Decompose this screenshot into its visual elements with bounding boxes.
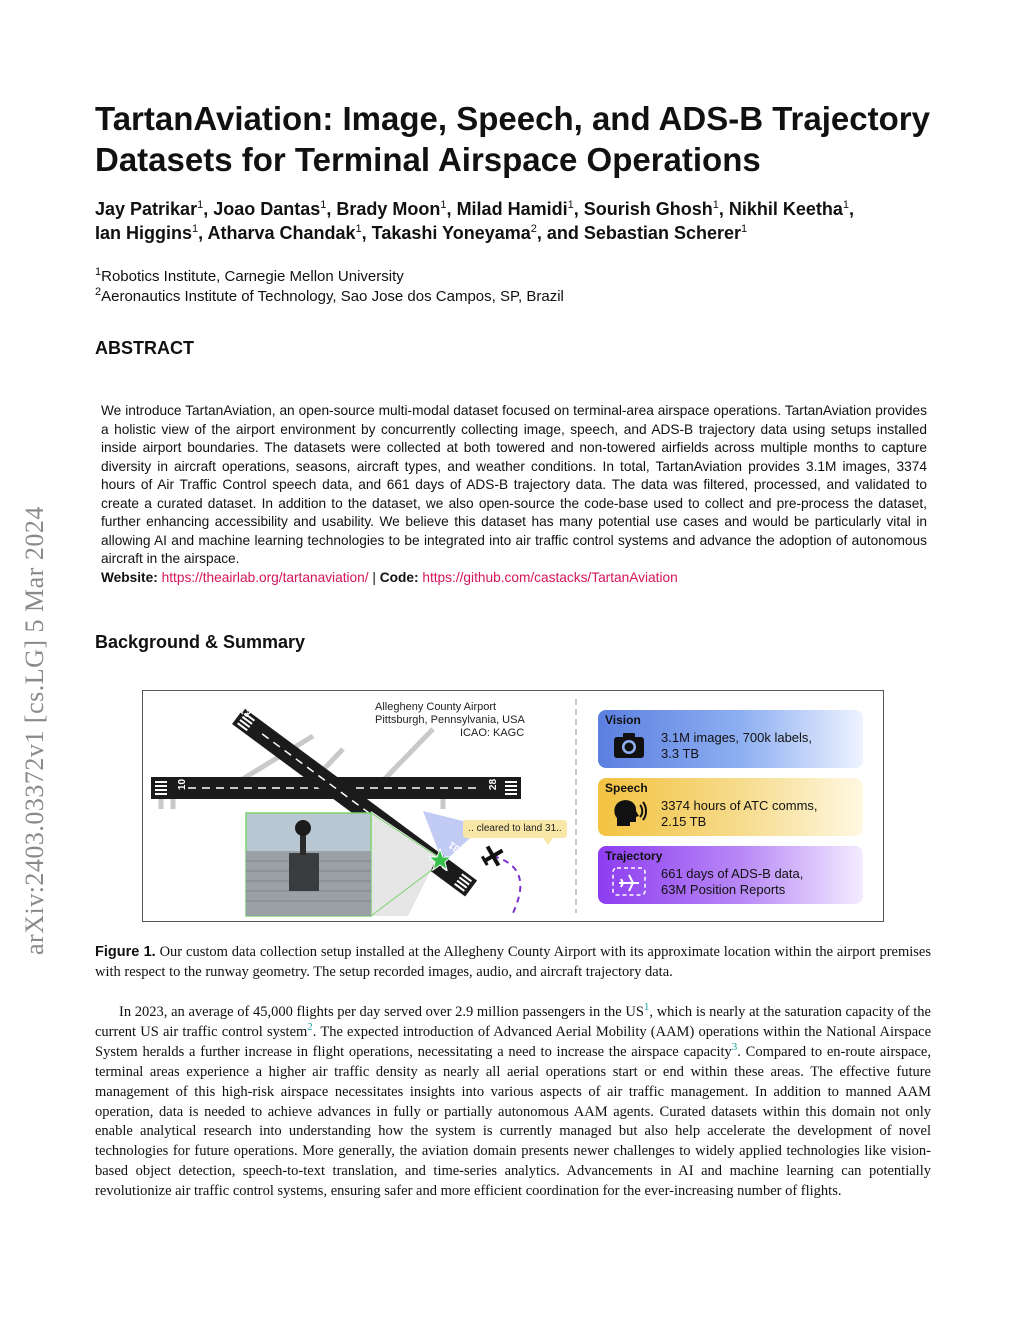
author-affiliation-mark: 1 [355,223,362,235]
author-name: Atharva Chandak [207,223,356,243]
section-heading-background: Background & Summary [95,632,306,652]
author-name: Jay Patrikar [95,199,198,219]
author-separator: , and [536,223,584,243]
trajectory-icon [611,864,647,898]
camera-icon [611,728,647,762]
author-affiliation-mark: 1 [440,199,447,211]
body-paragraph: In 2023, an average of 45,000 flights per day served over 2.9 million passengers in the US$^1$, which is nearly at the saturation capacity of the current US air traffic control system$^2$. The expected introduction of Advanced Aerial Mobility (AAM) operations within the National Airspace System heralds a further increase in flight operations, necessitating a need to increase the airspace capacity$^3$. Compared to en-route airspace, terminal areas experience a higher air traffic density as nearly all aerial operations start or end within these areas. The effective future management of this high-risk airspace necessitates insights into various aspects of air traffic management. In addition to manned AAM operation, data is needed to achieve advances in fully or partially autonomous AAM agents. Curated datasets within this domain not only enable analytical research into understanding how the system is currently managed but also help accelerate the development of novel technologies for future operations. More generally, the aviation domain presents newer challenges to widely applied technologies like vision-based object detection, speech-to-text translation, and time-series analytics. Advancements in AI and machine learning can potentially revolutionize air traffic control systems, ensuring safer and more efficient coordination for the ever-increasing number of flights. [95,1001,932,1200]
author-name: Milad Hamidi [456,199,568,219]
citation-1[interactable]: 1 [643,1001,650,1014]
aircraft-icon [478,841,508,871]
speech-stats: 3374 hours of ATC comms, 2.15 TB [661,798,818,829]
code-link[interactable]: https://github.com/castacks/TartanAviation [422,569,678,585]
author-affiliation-mark: 1 [842,199,850,211]
affiliations [95,267,564,307]
author-separator: , [326,199,337,219]
author-separator: , [361,223,372,243]
speaking-head-icon [611,796,647,830]
speech-card [598,778,863,836]
author-affiliation-mark: 1 [567,199,574,211]
website-label: Website: [101,569,158,585]
figure-1 [142,690,884,922]
affiliation-1: $^1$Robotics Institute, Carnegie Mellon University [95,266,404,285]
trajectory-label: Trajectory [605,849,663,863]
author-name: Sebastian Scherer [583,223,741,243]
author-separator: , [718,199,729,219]
link-separator: | [368,569,380,585]
author-separator: , [849,199,855,219]
vision-card [598,710,863,768]
author-name: Takashi Yoneyama [371,223,531,243]
author-name: Nikhil Keetha [728,199,843,219]
arxiv-side-stamp: arXiv:2403.03372v1 [cs.LG] 5 Mar 2024 [20,506,49,955]
author-affiliation-mark: 2 [530,223,537,235]
airport-location: Pittsburgh, Pennsylvania, USA [375,714,525,726]
affiliation-2: $^2$Aeronautics Institute of Technology, Sao Jose dos Campos, SP, Brazil [95,286,564,305]
view-cone [371,811,438,916]
paper-title: TartanAviation: Image, Speech, and ADS-B Trajectory Datasets for Terminal Airspace Operations [95,100,930,178]
airport-icao: ICAO: KAGC [460,727,525,739]
author-list [95,197,955,245]
abstract-text: We introduce TartanAviation, an open-source multi-modal dataset focused on terminal-area airspace operations. TartanAviation provides a holistic view of the airport environment by concurrently collecting image, speech, and ADS-B trajectory data using setups installed inside airport boundaries. The datasets were collected at both towered and non-towered airfields across multiple months to capture diversity in aircraft operations, seasons, aircraft types, and weather conditions. In total, TartanAviation provides 3.1M images, 3374 hours of Air Traffic Control speech data, and 661 days of ADS-B trajectory data. The data was filtered, processed, and validated to create a curated dataset. In addition to the dataset, we also open-source the code-base used to collect and pre-process the dataset, further enhancing accessibility and usability. We believe this dataset has many potential use cases and would be particularly vital in allowing AI and machine learning technologies to be integrated into air traffic control systems and advance the adoption of autonomous aircraft in the airspace. [101,403,927,566]
vision-stats: 3.1M images, 700k labels, 3.3 TB [661,730,813,761]
abstract [101,402,927,587]
author-name: Ian Higgins [95,223,193,243]
code-label: Code: [379,569,419,585]
caption-text: Our custom data collection setup installed at the Allegheny County Airport with its approximate location within the airport premises with respect to the runway geometry. The setup recorded images, audio, and aircraft trajectory data. [95,944,932,980]
author-affiliation-mark: 1 [197,199,204,211]
trajectory-stats: 661 days of ADS-B data, 63M Position Reports [661,866,804,897]
author-name: Brady Moon [336,199,441,219]
author-affiliation-mark: 1 [192,223,199,235]
trajectory-card [598,846,863,904]
vision-label: Vision [605,713,641,727]
atc-callout: .. cleared to land 31.. [463,820,567,838]
author-affiliation-mark: 1 [712,199,719,211]
author-separator: , [446,199,457,219]
author-name: Sourish Ghosh [583,199,713,219]
website-link[interactable]: https://theairlab.org/tartanaviation/ [161,569,369,585]
author-affiliation-mark: 1 [320,199,327,211]
airport-info [375,701,525,740]
airport-name: Allegheny County Airport [375,701,497,713]
author-separator: , [573,199,584,219]
runway-label-31: 31 [446,838,463,855]
author-separator: , [198,223,208,243]
citation-2[interactable]: 2 [307,1021,313,1034]
author-affiliation-mark: 1 [740,223,748,235]
caption-label: Figure 1. [95,944,156,960]
runway-label-28: 28 [488,778,500,791]
setup-photo [246,813,371,916]
runway-label-13: 13 [236,704,253,721]
author-name: Joao Dantas [213,199,321,219]
author-separator: , [203,199,214,219]
abstract-heading: ABSTRACT [95,338,194,358]
speech-label: Speech [605,781,648,795]
citation-3[interactable]: 3 [731,1040,738,1053]
runway-label-10: 10 [177,778,189,791]
figure-caption [95,942,931,982]
